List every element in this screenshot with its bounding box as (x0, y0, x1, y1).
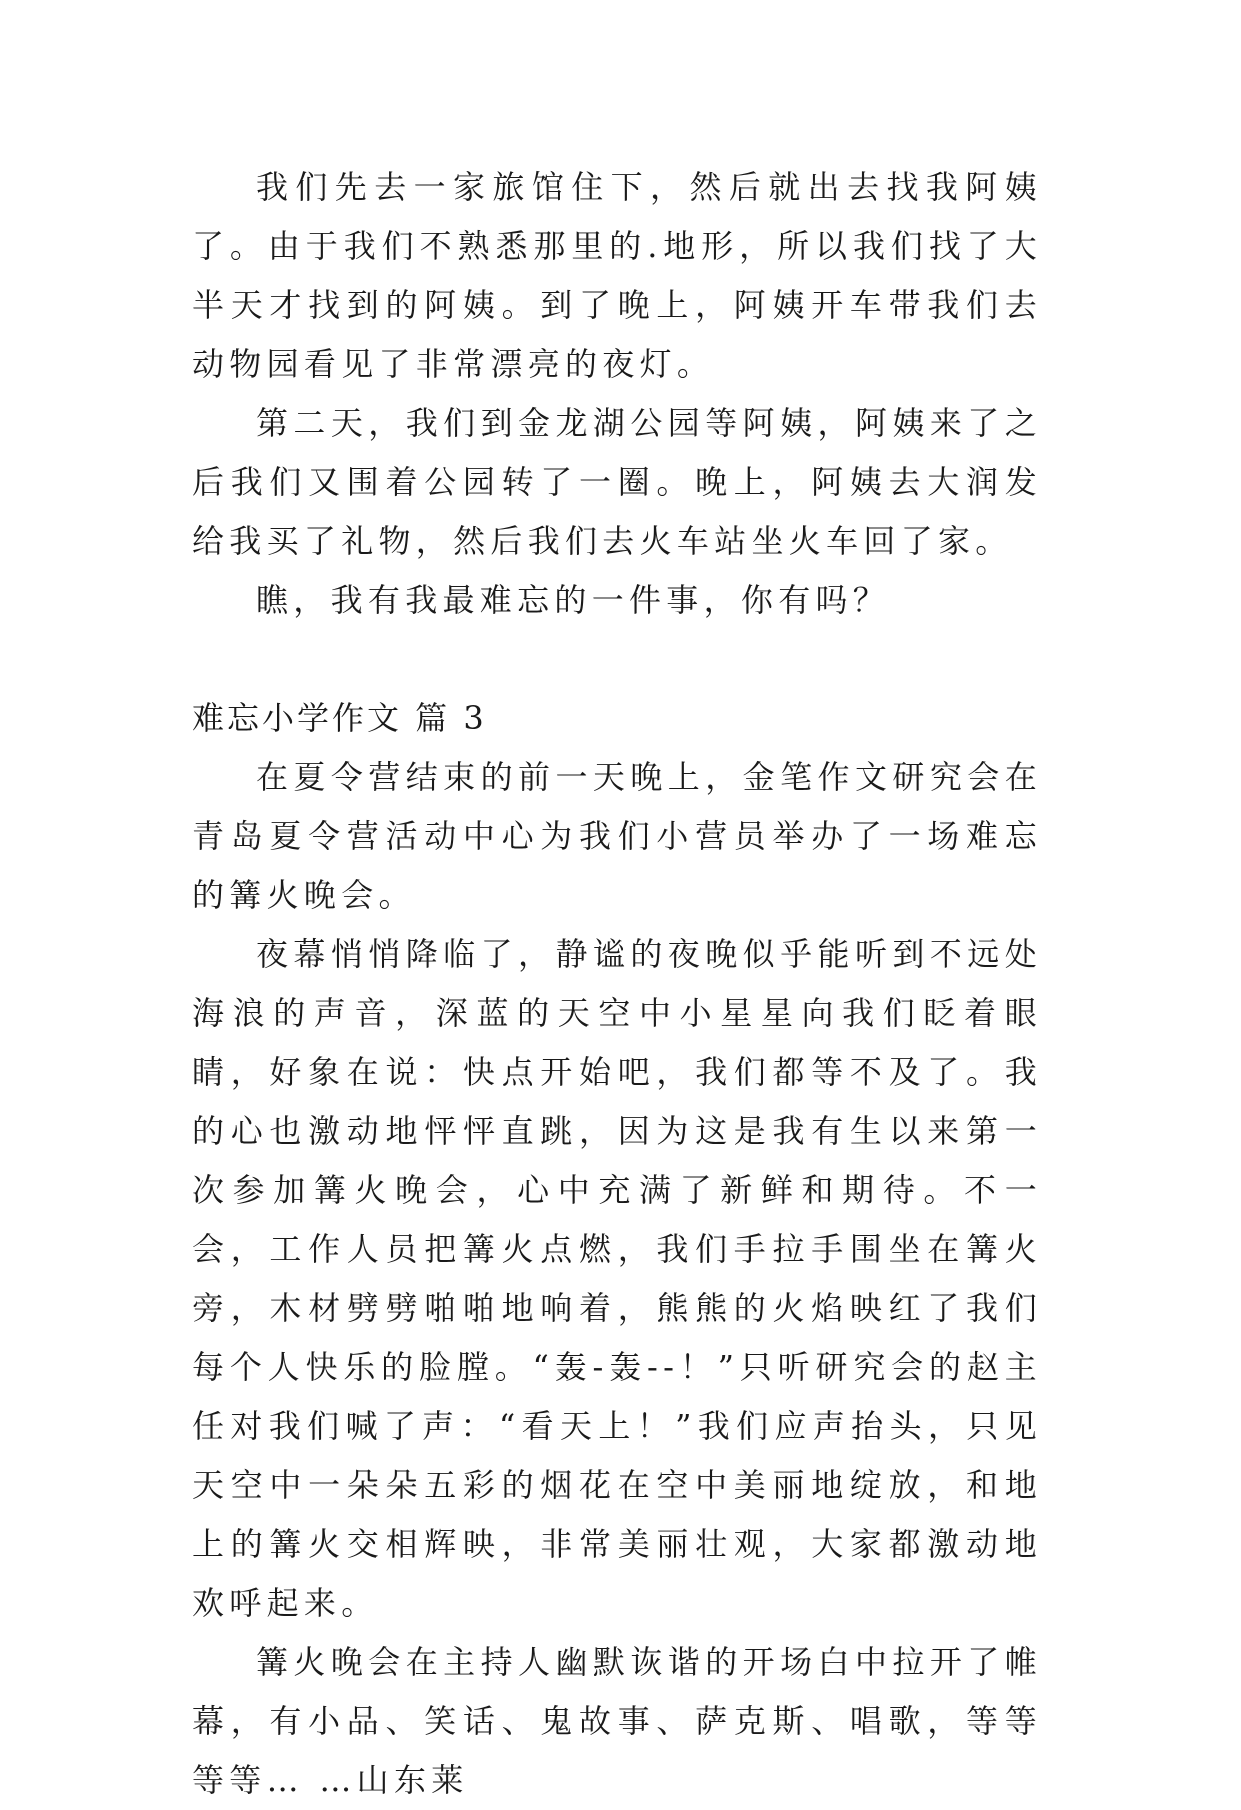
paragraph: 第二天，我们到金龙湖公园等阿姨，阿姨来了之后我们又围着公园转了一圈。晚上，阿姨去大润发给我买了礼物，然后我们去火车站坐火车回了家。 (192, 404, 1042, 560)
paragraph: 瞧，我有我最难忘的一件事，你有吗？ (256, 581, 891, 619)
document-body (192, 158, 1042, 1810)
paragraph: 夜幕悄悄降临了，静谧的夜晚似乎能听到不远处海浪的声音，深蓝的天空中小星星向我们眨着眼睛，好象在说：快点开始吧，我们都等不及了。我的心也激动地怦怦直跳，因为这是我有生以来第一次参加篝火晚会，心中充满了新鲜和期待。不一会，工作人员把篝火点燃，我们手拉手围坐在篝火旁，木材劈劈啪啪地响着，熊熊的火焰映红了我们每个人快乐的脸膛。“轰-轰--！”只听研究会的赵主任对我们喊了声：“看天上！”我们应声抬头，只见天空中一朵朵五彩的烟花在空中美丽地绽放，和地上的篝火交相辉映，非常美丽壮观，大家都激动地欢呼起来。 (192, 935, 1042, 1622)
section-heading: 难忘小学作文 篇 3 (192, 699, 487, 737)
paragraph: 我们先去一家旅馆住下，然后就出去找我阿姨了。由于我们不熟悉那里的.地形，所以我们找了大半天才找到的阿姨。到了晚上，阿姨开车带我们去动物园看见了非常漂亮的夜灯。 (192, 168, 1042, 383)
paragraph: 篝火晚会在主持人幽默诙谐的开场白中拉开了帷幕，有小品、笑话、鬼故事、萨克斯、唱歌，等等等等… …山东莱 (192, 1643, 1042, 1799)
paragraph: 在夏令营结束的前一天晚上，金笔作文研究会在青岛夏令营活动中心为我们小营员举办了一场难忘的篝火晚会。 (192, 758, 1042, 914)
